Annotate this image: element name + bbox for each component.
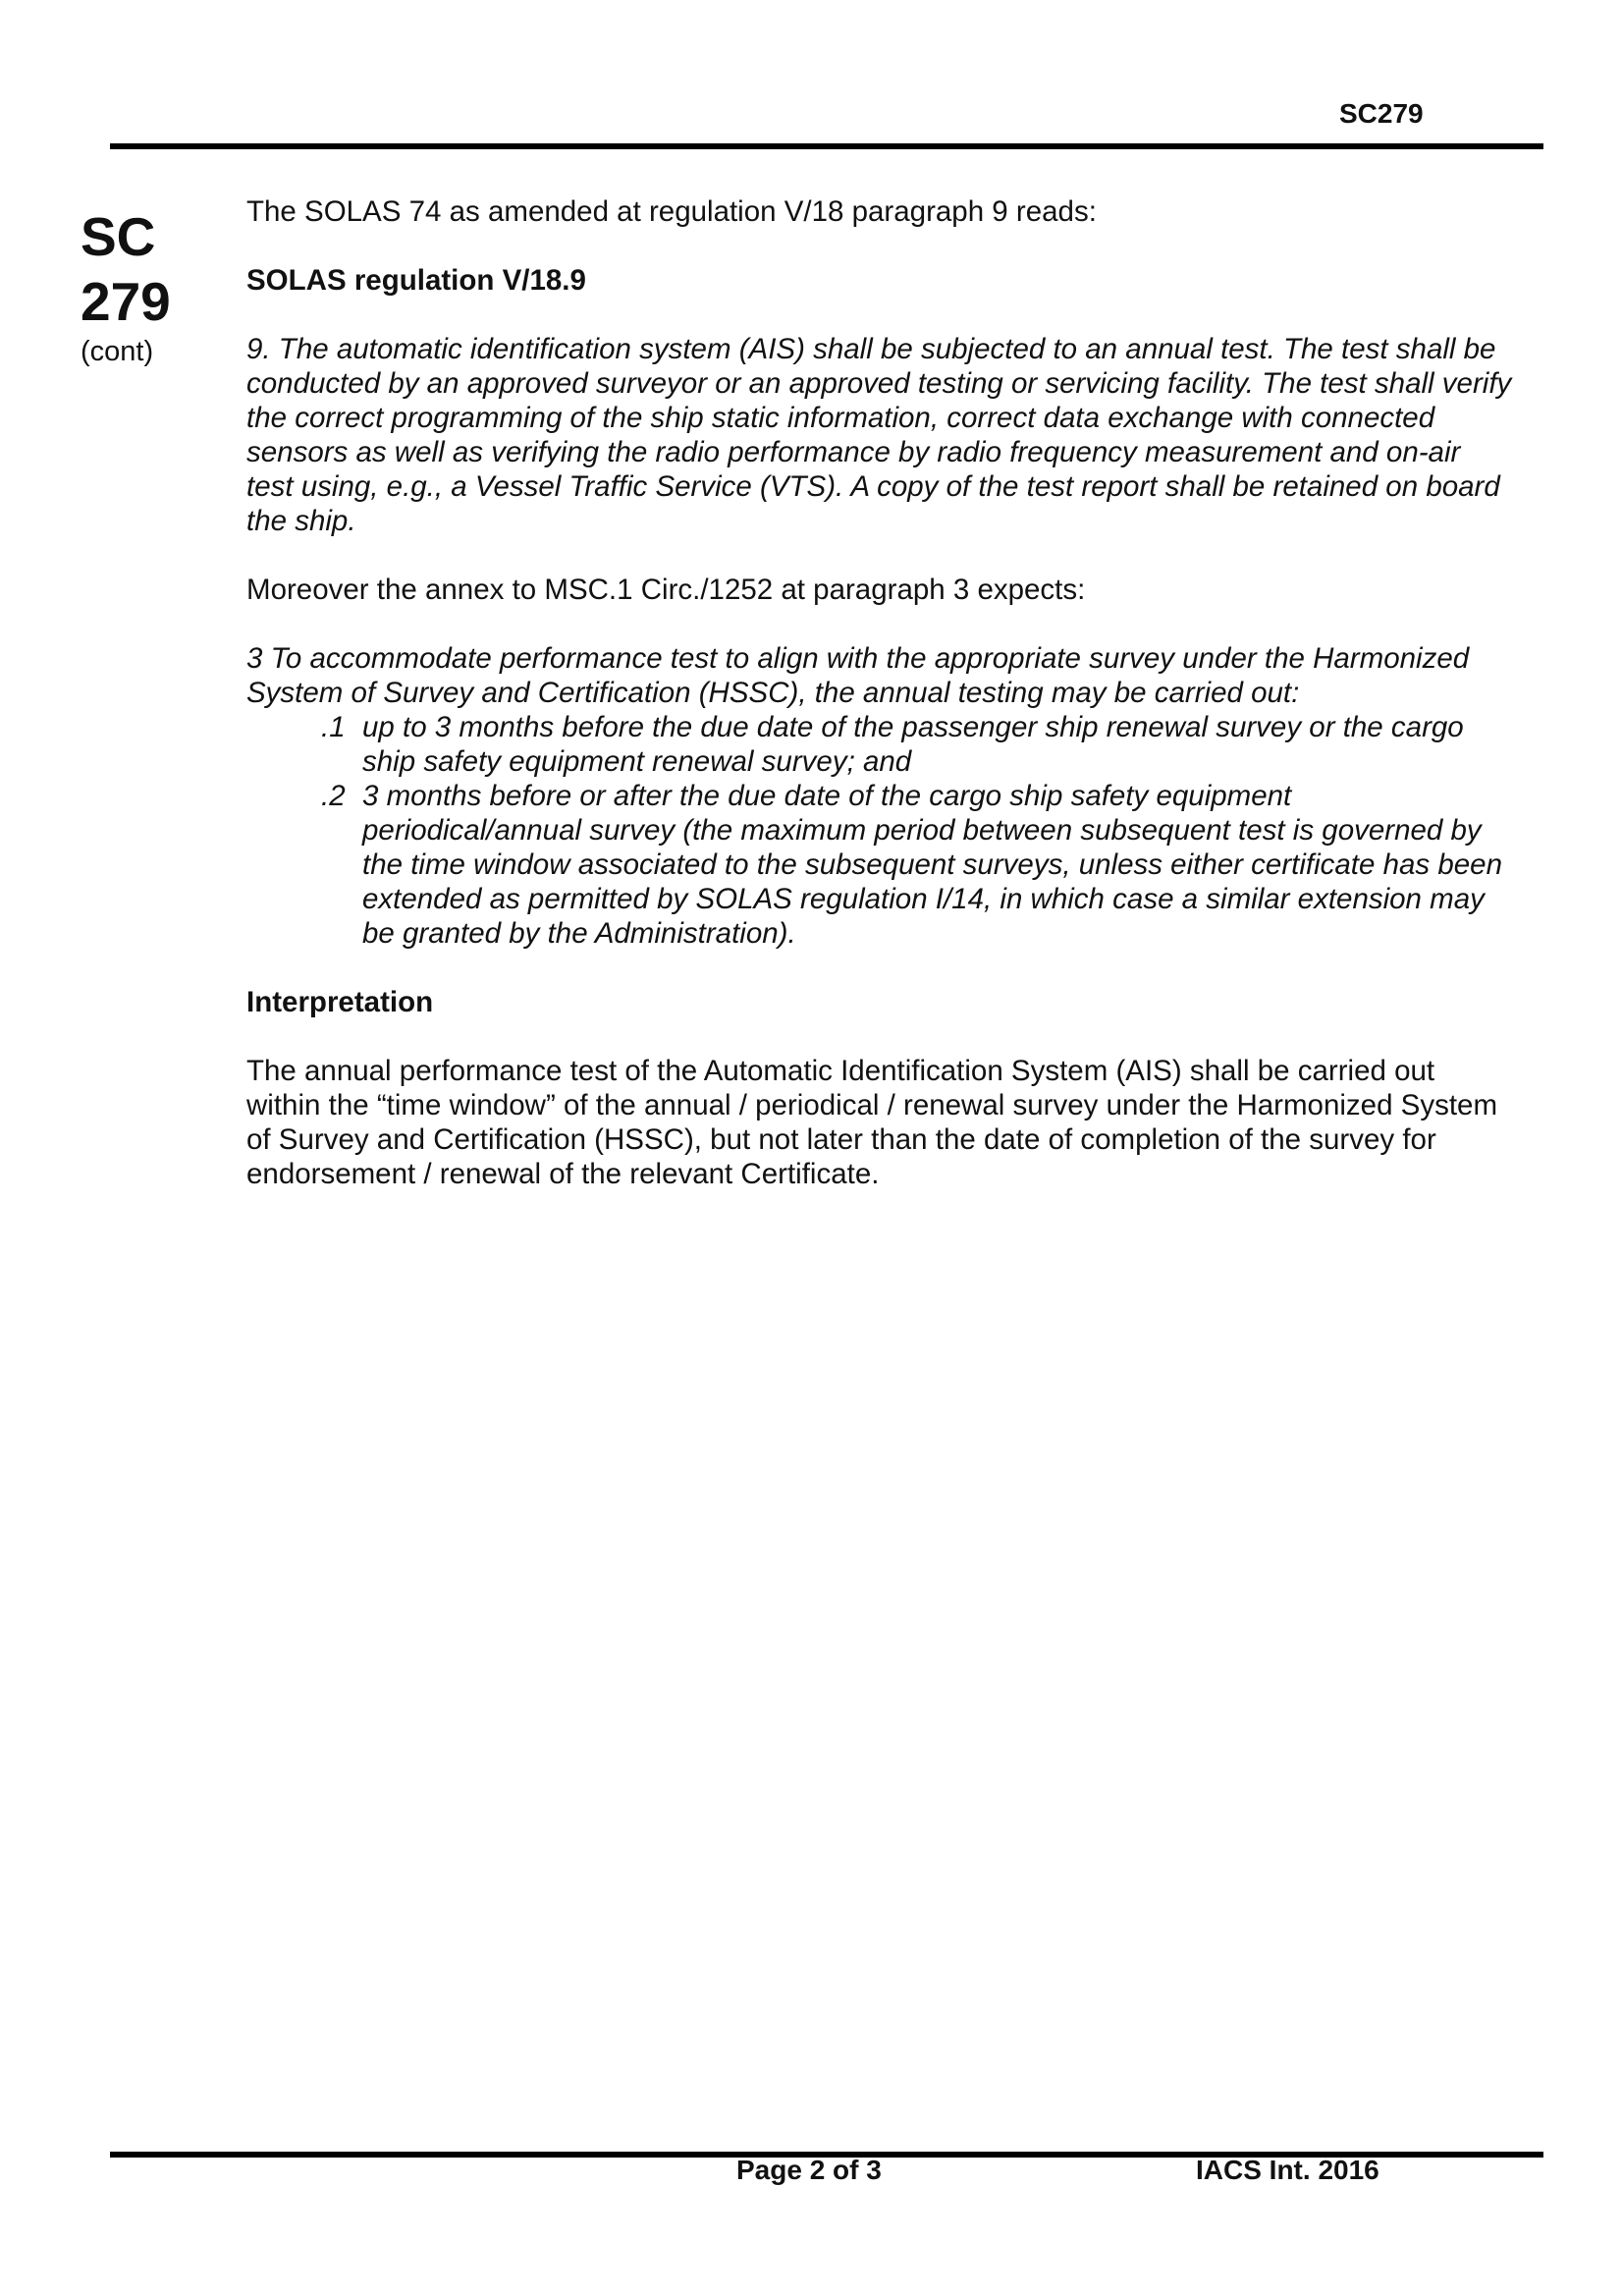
- margin-tag-code-line1: SC: [81, 206, 156, 267]
- regulation-text: 9. The automatic identification system (AIS) shall be subjected to an annual test. The test shall be conducted by an approved surveyor or an approved testing or servicing facility. The test shall verify the correct programming of the ship static information, correct data exchange with connected sensors as well as verifying the radio performance by radio frequency measurement and on-air test using, e.g., a Vessel Traffic Service (VTS). A copy of the test report shall be retained on board the ship.: [246, 333, 1512, 537]
- margin-tag: [81, 204, 208, 369]
- page-number: Page 2 of 3: [736, 2155, 882, 2185]
- list-item: [246, 710, 1513, 779]
- interpretation-text: The annual performance test of the Automatic Identification System (AIS) shall be carried out within the “time window” of the annual / periodical / renewal survey under the Harmonized System of Survey and Certification (HSSC), but not later than the date of completion of the survey for endorsement / renewal of the relevant Certificate.: [246, 1055, 1498, 1190]
- regulation-heading: SOLAS regulation V/18.9: [246, 264, 586, 297]
- margin-tag-code-line2: 279: [81, 271, 171, 332]
- list-item-text: 3 months before or after the due date of the cargo ship safety equipment periodical/annual survey (the maximum period between subsequent test is governed by the time window associated to the subsequent surveys, unless either certificate has been extended as permitted by SOLAS regulation I/14, in which case a similar extension may be granted by the Administration).: [362, 780, 1502, 950]
- list-item-text: up to 3 months before the due date of the passenger ship renewal survey or the cargo ship safety equipment renewal survey; and: [362, 711, 1464, 778]
- list-item-number: .1: [321, 711, 346, 743]
- document-code-header: SC279: [1339, 98, 1424, 129]
- header-rule: [110, 143, 1543, 149]
- msc-item-list: [246, 710, 1513, 951]
- margin-tag-cont: (cont): [81, 336, 154, 367]
- footer-organization: IACS Int. 2016: [1196, 2155, 1379, 2185]
- document-body: [246, 194, 1513, 1191]
- interpretation-heading: Interpretation: [246, 986, 434, 1018]
- intro-paragraph: The SOLAS 74 as amended at regulation V/18 paragraph 9 reads:: [246, 195, 1097, 228]
- msc-intro-paragraph: Moreover the annex to MSC.1 Circ./1252 at paragraph 3 expects:: [246, 574, 1086, 606]
- msc-paragraph: 3 To accommodate performance test to align with the appropriate survey under the Harmonized System of Survey and Certification (HSSC), the annual testing may be carried out:: [246, 642, 1470, 709]
- list-item: [246, 779, 1513, 951]
- list-item-number: .2: [321, 780, 346, 812]
